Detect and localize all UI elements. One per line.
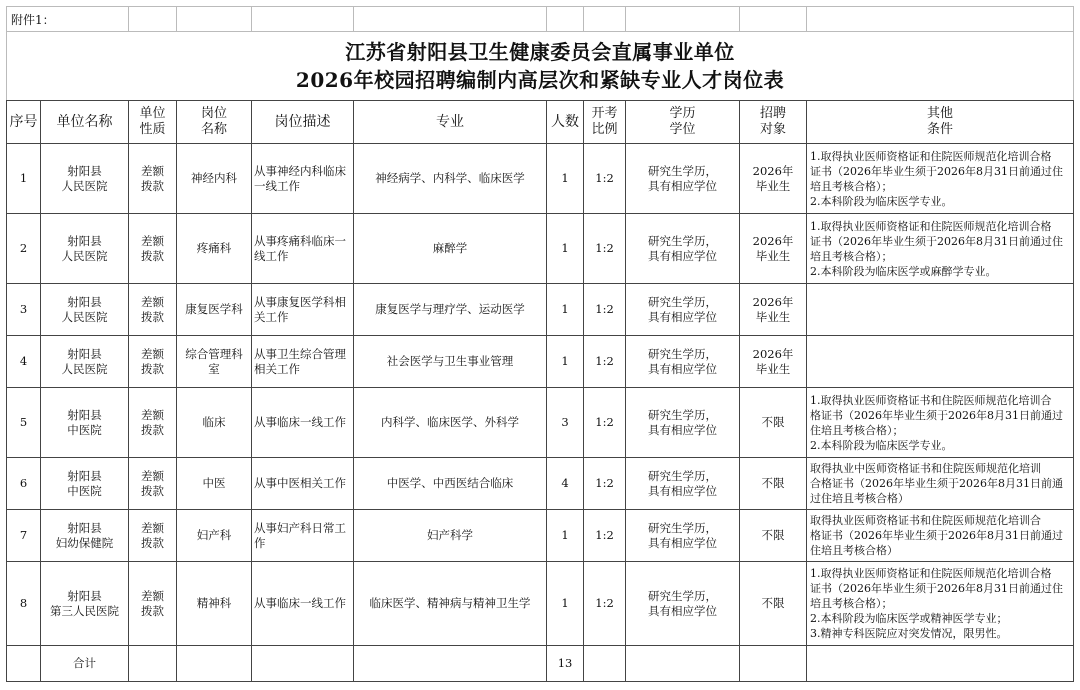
total-row [7, 646, 1074, 682]
cell-count: 1 [547, 562, 584, 646]
cell-line: 拨款 [141, 603, 165, 618]
cell-line: 从事妇产科日常工 [254, 520, 347, 535]
cell-line: 神经病学、内科学、临床医学 [375, 171, 525, 185]
cell-line: 社会医学与卫生事业管理 [386, 354, 514, 368]
cell-line: 差额 [141, 294, 165, 309]
cell-line: 1.取得执业医师资格证和住院医师规范化培训合格 [810, 219, 1052, 233]
cell-ratio: 1:2 [584, 144, 626, 214]
title-row [7, 32, 1074, 101]
cell-other [807, 458, 1074, 510]
cell-line: 室 [208, 361, 220, 376]
cell-line: 妇产科学 [427, 528, 474, 542]
cell-post [177, 458, 252, 510]
cell-target [740, 388, 807, 458]
cell-unit [41, 388, 129, 458]
cell-line: 其他 [927, 106, 954, 121]
cell-target [740, 284, 807, 336]
cell-line: 证书（2026年毕业生须于2026年8月31日前通过住 [810, 234, 1063, 248]
cell-other [807, 510, 1074, 562]
cell-line: 不限 [761, 528, 785, 542]
cell-line: 格证书（2026年毕业生须于2026年8月31日前通过 [810, 408, 1063, 422]
header-target [740, 101, 807, 144]
empty-cell [584, 646, 626, 682]
cell-line: 2.本科阶段为临床医学或精神医学专业； [810, 612, 1008, 625]
cell-line: 2.本科阶段为临床医学或麻醉学专业。 [810, 264, 997, 278]
cell-line: 关工作 [254, 309, 289, 324]
cell-line: 比例 [591, 122, 618, 137]
cell-edu [626, 510, 740, 562]
empty-cell [177, 646, 252, 682]
title-line-2: 2026年校园招聘编制内高层次和紧缺专业人才岗位表 [295, 68, 785, 92]
cell-line: 岗位描述 [274, 114, 331, 130]
cell-line: 研究生学历， [648, 520, 718, 535]
cell-line: 拨款 [141, 483, 165, 498]
cell-major [354, 214, 547, 284]
cell-line: 单位名称 [56, 114, 113, 130]
header-nature [129, 101, 177, 144]
cell-desc [252, 562, 354, 646]
cell-line: 射阳县 [67, 294, 102, 309]
cell-line: 从事康复医学科相 [254, 294, 347, 309]
cell-desc [252, 388, 354, 458]
cell-nature [129, 284, 177, 336]
cell-line: 拨款 [141, 535, 165, 550]
cell-line: 麻醉学 [432, 241, 468, 255]
empty-cell [252, 646, 354, 682]
cell-line: 从事临床一线工作 [254, 415, 347, 429]
cell-line: 具有相应学位 [648, 535, 718, 550]
cell-line: 差额 [141, 468, 165, 483]
cell-line: 中医学、中西医结合临床 [386, 476, 514, 490]
cell-post [177, 336, 252, 388]
cell-other [807, 284, 1074, 336]
empty-cell [626, 646, 740, 682]
cell-desc [252, 458, 354, 510]
cell-line: 不限 [761, 415, 785, 429]
cell-line: 内科学、临床医学、外科学 [381, 415, 520, 429]
cell-ratio: 1:2 [584, 336, 626, 388]
cell-line: 格证书（2026年毕业生须于2026年8月31日前通过 [810, 529, 1063, 542]
cell-line: 从事疼痛科临床一 [254, 233, 347, 248]
cell-line: 毕业生 [755, 248, 791, 263]
table-row [7, 388, 1074, 458]
cell-line: 3.精神专科医院应对突发情况，限男性。 [810, 627, 1008, 640]
cell-no: 2 [7, 214, 41, 284]
cell-nature [129, 388, 177, 458]
cell-line: 住培且考核合格）； [810, 423, 904, 437]
cell-line: 学位 [669, 122, 696, 137]
cell-line: 取得执业中医师资格证书和住院医师规范化培训 [810, 462, 1042, 475]
cell-no: 3 [7, 284, 41, 336]
cell-nature [129, 144, 177, 214]
cell-count: 1 [547, 510, 584, 562]
header-major [354, 101, 547, 144]
cell-other [807, 388, 1074, 458]
cell-other [807, 144, 1074, 214]
cell-line: 研究生学历， [648, 407, 718, 422]
header-desc [252, 101, 354, 144]
cell-line: 临床医学、精神病与精神卫生学 [369, 596, 531, 610]
cell-line: 培且考核合格）； [810, 179, 893, 193]
cell-major [354, 458, 547, 510]
cell-unit [41, 336, 129, 388]
cell-line: 差额 [141, 233, 165, 248]
cell-line: 差额 [141, 520, 165, 535]
table-row [7, 284, 1074, 336]
recruitment-table [6, 6, 1074, 682]
cell-major [354, 510, 547, 562]
total-count: 13 [547, 646, 584, 682]
cell-post [177, 510, 252, 562]
header-ratio [584, 101, 626, 144]
cell-major [354, 144, 547, 214]
cell-line: 研究生学历， [648, 233, 718, 248]
header-unit [41, 101, 129, 144]
cell-line: 具有相应学位 [648, 309, 718, 324]
cell-line: 序号 [9, 114, 38, 130]
header-row [7, 101, 1074, 144]
cell-line: 人民医院 [61, 309, 108, 324]
cell-line: 对象 [760, 122, 787, 137]
cell-line: 名称 [201, 122, 228, 137]
cell-target [740, 144, 807, 214]
cell-line: 射阳县 [67, 407, 102, 422]
cell-ratio: 1:2 [584, 562, 626, 646]
cell-line: 妇产科 [196, 528, 232, 542]
cell-line: 射阳县 [67, 468, 102, 483]
cell-line: 培且考核合格）； [810, 597, 893, 610]
cell-line: 中医 [202, 476, 226, 490]
cell-line: 拨款 [141, 248, 165, 263]
cell-desc [252, 284, 354, 336]
cell-line: 第三人民医院 [50, 603, 119, 618]
header-count [547, 101, 584, 144]
cell-line: 招聘 [760, 106, 787, 121]
cell-line: 1.取得执业医师资格证和住院医师规范化培训合格 [810, 149, 1052, 163]
cell-line: 合格证书（2026年毕业生须于2026年8月31日前通 [810, 477, 1063, 490]
cell-line: 1.取得执业医师资格证和住院医师规范化培训合格 [810, 567, 1052, 580]
cell-line: 从事卫生综合管理 [254, 346, 347, 361]
cell-no: 5 [7, 388, 41, 458]
cell-line: 具有相应学位 [648, 603, 718, 618]
cell-line: 培且考核合格）； [810, 249, 893, 263]
cell-no: 1 [7, 144, 41, 214]
header-other [807, 101, 1074, 144]
cell-line: 2.本科阶段为临床医学专业。 [810, 194, 953, 208]
cell-target [740, 336, 807, 388]
table-row [7, 336, 1074, 388]
cell-ratio: 1:2 [584, 284, 626, 336]
cell-no: 4 [7, 336, 41, 388]
cell-line: 差额 [141, 407, 165, 422]
cell-line: 毕业生 [755, 361, 791, 376]
empty-cell [740, 646, 807, 682]
table-row [7, 458, 1074, 510]
cell-line: 差额 [141, 346, 165, 361]
header-edu [626, 101, 740, 144]
cell-nature [129, 458, 177, 510]
cell-line: 拨款 [141, 178, 165, 193]
cell-line: 住培且考核合格） [810, 544, 899, 557]
cell-unit [41, 284, 129, 336]
cell-line: 一线工作 [254, 178, 301, 193]
cell-line: 康复医学与理疗学、运动医学 [375, 302, 525, 316]
cell-line: 条件 [927, 122, 954, 137]
cell-edu [626, 144, 740, 214]
cell-line: 差额 [141, 588, 165, 603]
cell-line: 从事神经内科临床 [254, 163, 347, 178]
cell-ratio: 1:2 [584, 214, 626, 284]
cell-line: 从事临床一线工作 [254, 596, 347, 610]
cell-line: 专业 [436, 114, 465, 130]
cell-line: 拨款 [141, 309, 165, 324]
cell-line: 研究生学历， [648, 346, 718, 361]
cell-line: 中医院 [67, 422, 102, 437]
cell-other [807, 562, 1074, 646]
cell-line: 取得执业医师资格证书和住院医师规范化培训合 [810, 514, 1042, 527]
cell-line: 差额 [141, 163, 165, 178]
cell-unit [41, 144, 129, 214]
cell-count: 4 [547, 458, 584, 510]
cell-line: 不限 [761, 476, 785, 490]
cell-line: 具有相应学位 [648, 248, 718, 263]
cell-line: 综合管理科 [185, 346, 243, 361]
header-no [7, 101, 41, 144]
cell-count: 1 [547, 214, 584, 284]
cell-no: 6 [7, 458, 41, 510]
cell-line: 证书（2026年毕业生须于2026年8月31日前通过住 [810, 164, 1063, 178]
cell-line: 研究生学历， [648, 294, 718, 309]
cell-other [807, 214, 1074, 284]
cell-line: 人数 [551, 114, 580, 130]
cell-other [807, 336, 1074, 388]
cell-line: 2026年 [752, 346, 794, 361]
cell-major [354, 388, 547, 458]
cell-line: 康复医学科 [185, 302, 243, 316]
table-row [7, 562, 1074, 646]
cell-line: 神经内科 [191, 171, 238, 185]
cell-line: 人民医院 [61, 361, 108, 376]
cell-unit [41, 214, 129, 284]
cell-ratio: 1:2 [584, 510, 626, 562]
cell-line: 2026年 [752, 163, 794, 178]
total-label: 合计 [41, 646, 129, 682]
cell-unit [41, 510, 129, 562]
cell-line: 岗位 [201, 106, 228, 121]
cell-count: 1 [547, 284, 584, 336]
header-post [177, 101, 252, 144]
cell-target [740, 510, 807, 562]
cell-target [740, 458, 807, 510]
empty-cell [354, 646, 547, 682]
cell-line: 线工作 [254, 248, 289, 263]
cell-ratio: 1:2 [584, 458, 626, 510]
cell-edu [626, 214, 740, 284]
cell-line: 证书（2026年毕业生须于2026年8月31日前通过住 [810, 582, 1063, 595]
cell-post [177, 388, 252, 458]
cell-line: 单位 [139, 106, 166, 121]
cell-major [354, 284, 547, 336]
cell-edu [626, 336, 740, 388]
empty-cell [7, 646, 41, 682]
cell-edu [626, 458, 740, 510]
cell-count: 3 [547, 388, 584, 458]
cell-desc [252, 144, 354, 214]
cell-line: 射阳县 [67, 163, 102, 178]
cell-ratio: 1:2 [584, 388, 626, 458]
cell-nature [129, 214, 177, 284]
cell-line: 拨款 [141, 361, 165, 376]
cell-line: 疼痛科 [196, 241, 232, 255]
cell-line: 从事中医相关工作 [254, 476, 347, 490]
attachment-row [7, 7, 1074, 32]
cell-post [177, 284, 252, 336]
cell-line: 射阳县 [67, 233, 102, 248]
cell-no: 8 [7, 562, 41, 646]
cell-post [177, 214, 252, 284]
cell-post [177, 562, 252, 646]
cell-line: 过住培且考核合格） [810, 492, 910, 505]
cell-unit [41, 562, 129, 646]
cell-no: 7 [7, 510, 41, 562]
cell-line: 具有相应学位 [648, 361, 718, 376]
cell-count: 1 [547, 144, 584, 214]
cell-desc [252, 336, 354, 388]
cell-line: 1.取得执业医师资格证书和住院医师规范化培训合 [810, 393, 1052, 407]
title-line-1: 江苏省射阳县卫生健康委员会直属事业单位 [345, 40, 735, 64]
cell-line: 研究生学历， [648, 468, 718, 483]
cell-nature [129, 510, 177, 562]
cell-line: 作 [254, 535, 266, 550]
table-row [7, 510, 1074, 562]
table-row [7, 144, 1074, 214]
cell-major [354, 336, 547, 388]
cell-line: 2026年 [752, 294, 794, 309]
cell-target [740, 214, 807, 284]
cell-line: 2026年 [752, 233, 794, 248]
cell-nature [129, 336, 177, 388]
cell-line: 具有相应学位 [648, 178, 718, 193]
cell-line: 毕业生 [755, 309, 791, 324]
cell-line: 开考 [591, 106, 618, 121]
cell-line: 学历 [669, 106, 696, 121]
cell-line: 精神科 [196, 596, 232, 610]
cell-line: 射阳县 [67, 346, 102, 361]
attachment-label: 附件1： [7, 7, 129, 32]
cell-line: 具有相应学位 [648, 422, 718, 437]
cell-line: 研究生学历， [648, 588, 718, 603]
cell-line: 研究生学历， [648, 163, 718, 178]
cell-edu [626, 388, 740, 458]
table-row [7, 214, 1074, 284]
cell-count: 1 [547, 336, 584, 388]
cell-line: 具有相应学位 [648, 483, 718, 498]
cell-edu [626, 562, 740, 646]
cell-line: 妇幼保健院 [55, 535, 114, 550]
cell-line: 射阳县 [67, 588, 102, 603]
cell-target [740, 562, 807, 646]
cell-line: 中医院 [67, 483, 102, 498]
cell-major [354, 562, 547, 646]
cell-nature [129, 562, 177, 646]
cell-post [177, 144, 252, 214]
cell-line: 毕业生 [755, 178, 791, 193]
cell-line: 人民医院 [61, 178, 108, 193]
cell-line: 相关工作 [254, 361, 301, 376]
cell-line: 射阳县 [67, 520, 102, 535]
cell-line: 临床 [202, 415, 226, 429]
cell-line: 人民医院 [61, 248, 108, 263]
cell-line: 不限 [761, 596, 785, 610]
empty-cell [129, 646, 177, 682]
cell-line: 拨款 [141, 422, 165, 437]
cell-line: 2.本科阶段为临床医学专业。 [810, 438, 953, 452]
cell-edu [626, 284, 740, 336]
cell-desc [252, 510, 354, 562]
cell-line: 性质 [139, 122, 166, 137]
empty-cell [807, 646, 1074, 682]
cell-unit [41, 458, 129, 510]
table-title [7, 32, 1074, 101]
cell-desc [252, 214, 354, 284]
